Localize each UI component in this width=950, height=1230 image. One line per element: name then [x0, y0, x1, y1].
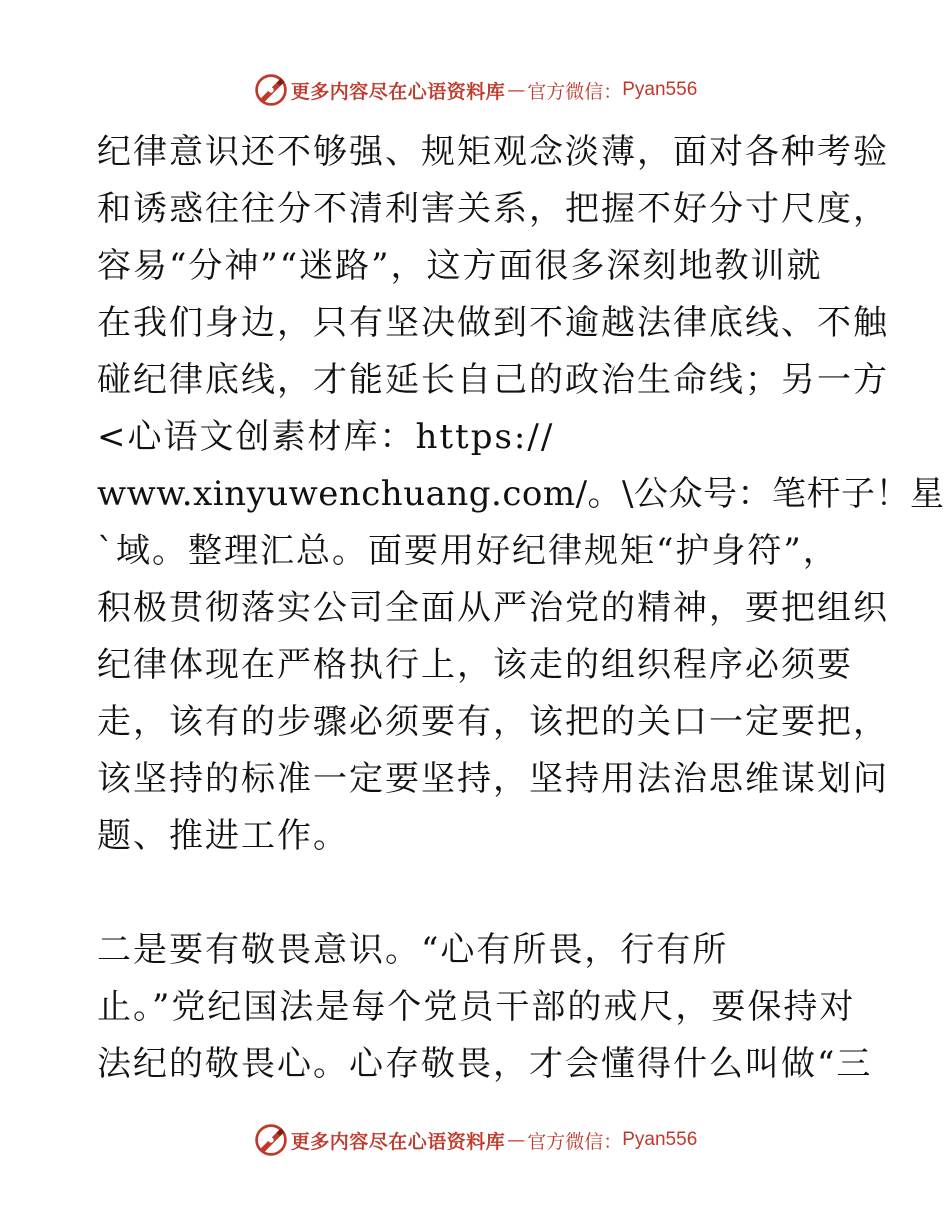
- text-line: 纪律体现在严格执行上，该走的组织程序必须要: [97, 645, 853, 685]
- text-line: www.xinyuwenchuang.com/。\公众号：笔杆子！星: [97, 474, 945, 514]
- pen-logo-icon: [253, 1122, 289, 1158]
- text-line: 纪律意识还不够强、规矩观念淡薄，面对各种考验: [97, 132, 889, 172]
- text-line: 止。”党纪国法是每个党员干部的戒尺，要保持对: [97, 987, 856, 1027]
- text-line: 题、推进工作。: [97, 816, 349, 856]
- text-line: 走，该有的步骤必须要有，该把的关口一定要把，: [97, 702, 889, 742]
- text-line: 法纪的敬畏心。心存敬畏，才会懂得什么叫做“三: [97, 1044, 873, 1084]
- text-line: 二是要有敬畏意识。“心有所畏，行有所: [97, 930, 729, 970]
- banner-wechat-label: 官方微信：: [527, 1130, 623, 1153]
- banner-wechat-id: Pyan556: [622, 1129, 698, 1150]
- banner-separator: —: [507, 79, 526, 101]
- text-line: 积极贯彻落实公司全面从严治党的精神，要把组织: [97, 588, 889, 628]
- text-line: 碰纪律底线，才能延长自己的政治生命线；另一方: [97, 360, 889, 400]
- banner-wechat-id: Pyan556: [622, 79, 698, 100]
- banner-wechat-label: 官方微信：: [527, 80, 623, 103]
- footer-banner: [0, 1120, 950, 1160]
- pen-logo-icon: [253, 72, 289, 108]
- text-line: `域。整理汇总。面要用好纪律规矩“护身符”，: [97, 531, 839, 571]
- banner-separator: —: [507, 1129, 526, 1151]
- header-banner: [0, 70, 950, 110]
- text-line: 该坚持的标准一定要坚持，坚持用法治思维谋划问: [97, 759, 889, 799]
- banner-brand: 更多内容尽在心语资料库: [290, 1130, 506, 1153]
- text-line: 容易“分神”“迷路”，这方面很多深刻地教训就: [97, 246, 823, 286]
- document-body: [97, 124, 945, 1093]
- text-line: <心语文创素材库：https://: [97, 417, 555, 457]
- text-line: 在我们身边，只有坚决做到不逾越法律底线、不触: [97, 303, 889, 343]
- text-line: 和诱惑往往分不清利害关系，把握不好分寸尺度，: [97, 189, 889, 229]
- banner-brand: 更多内容尽在心语资料库: [290, 80, 506, 103]
- blank-line: [97, 865, 857, 922]
